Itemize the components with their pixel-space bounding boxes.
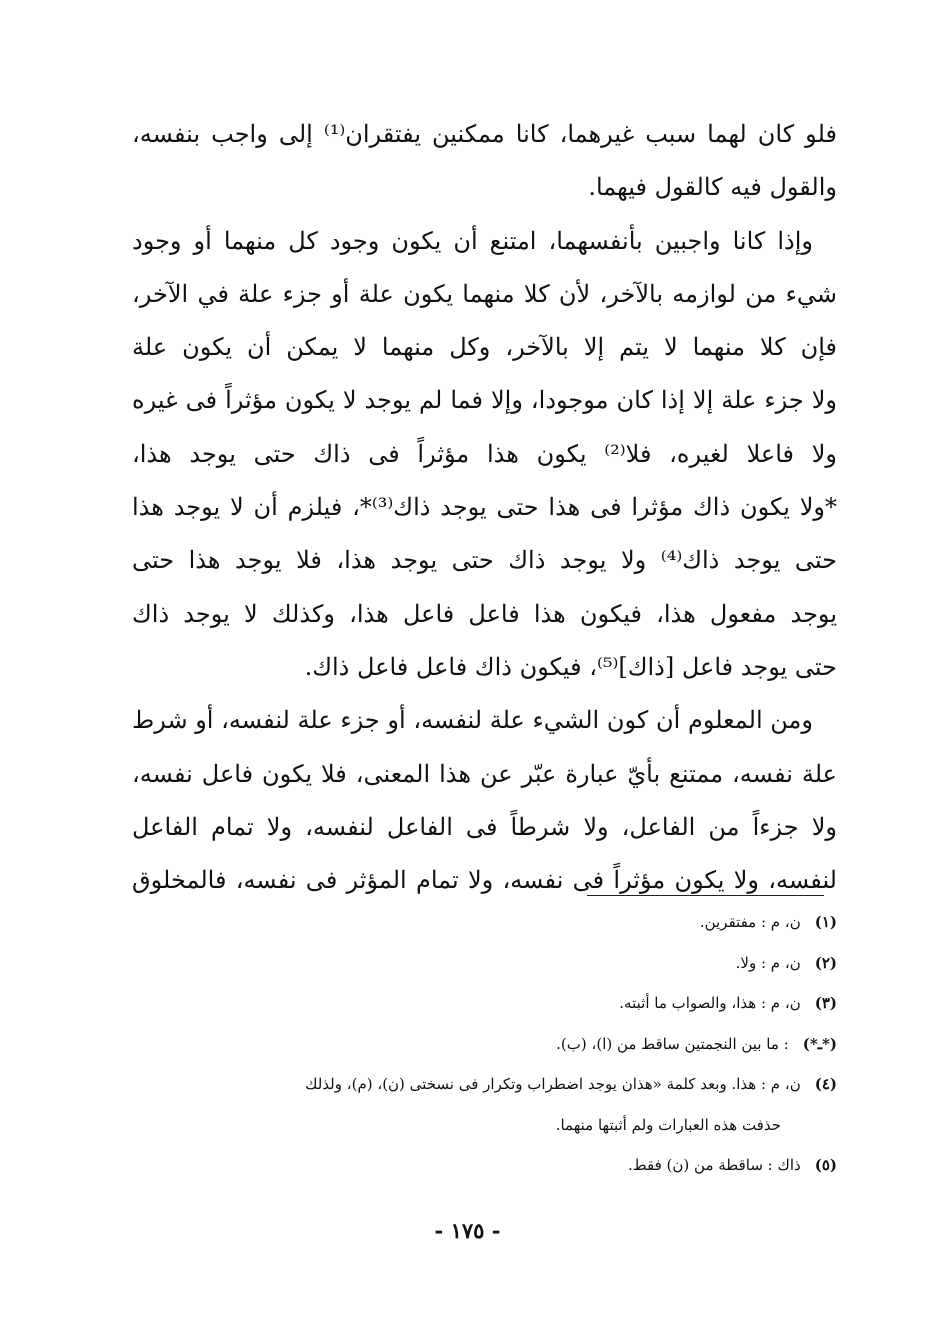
footnote-number: (٢) xyxy=(814,953,837,972)
text-line: ولا جزء علة إلا إذا كان موجودا، وإلا فما لم يوجد لا يكون مؤثراً فى غيره xyxy=(132,386,837,415)
text-line: يوجد مفعول هذا، فيكون هذا فاعل فاعل هذا، وكذلك لا يوجد ذاك xyxy=(132,599,837,628)
footnote-text: ن، م : مفتقرين. xyxy=(699,913,801,931)
footnote-text: ن، م : ولا. xyxy=(735,953,801,972)
text-line: فإن كلا منهما لا يتم إلا بالآخر، وكل منهما لا يمكن أن يكون علة xyxy=(132,333,837,362)
footnote-divider xyxy=(587,895,824,896)
footnote xyxy=(132,1145,837,1186)
text-line: *ولا يكون ذاك مؤثرا فى هذا حتى يوجد ذاك⁽³⁾*، فيلزم أن لا يوجد هذا xyxy=(132,493,837,522)
main-text xyxy=(132,108,837,907)
footnote xyxy=(132,943,837,984)
text-line: فلو كان لهما سبب غيرهما، كانا ممكنين يفتقران⁽¹⁾ إلى واجب بنفسه، xyxy=(132,120,837,148)
footnote-text: : ما بين النجمتين ساقط من (ا)، (ب). xyxy=(556,1034,789,1053)
text-line: ولا جزءاً من الفاعل، ولا شرطاً فى الفاعل لنفسه، ولا تمام الفاعل xyxy=(132,812,837,841)
footnote-number: (١) xyxy=(814,913,837,931)
text-line: علة نفسه، ممتنع بأيّ عبارة عبّر عن هذا المعنى، فلا يكون فاعل نفسه، xyxy=(132,759,837,788)
footnote-text: ن، م : هذا، والصواب ما أثبته. xyxy=(619,994,801,1012)
footnote xyxy=(132,983,837,1024)
text-line: حتى يوجد ذاك⁽⁴⁾ ولا يوجد ذاك حتى يوجد هذا، فلا يوجد هذا حتى xyxy=(132,546,837,575)
text-line: لنفسه، ولا يكون مؤثراً فى نفسه، ولا تمام المؤثر فى نفسه، فالمخلوق xyxy=(132,866,837,895)
footnote xyxy=(132,1064,837,1105)
text-line: وإذا كانا واجبين بأنفسهما، امتنع أن يكون وجود كل منهما أو وجود xyxy=(132,226,813,255)
footnote-continuation xyxy=(132,1105,837,1146)
footnote-number: (٣) xyxy=(814,994,837,1012)
text-line: ومن المعلوم أن كون الشيء علة لنفسه، أو جزء علة لنفسه، أو شرط xyxy=(132,706,813,735)
footnote-number: (٥) xyxy=(814,1156,837,1174)
footnote-text: ذاك : ساقطة من (ن) فقط. xyxy=(628,1156,801,1174)
footnote-text: ن، م : هذا. وبعد كلمة «هذان يوجد اضطراب وتكرار فى نسختى (ن)، (م)، ولذلك xyxy=(305,1075,801,1093)
page-number: - ١٧٥ - xyxy=(434,1218,501,1243)
text-line: حتى يوجد فاعل [ذاك]⁽⁵⁾، فيكون ذاك فاعل فاعل ذاك. xyxy=(304,652,837,681)
footnote-text: حذفت هذه العبارات ولم أثبتها منهما. xyxy=(555,1115,781,1134)
footnotes xyxy=(132,902,837,1186)
footnote xyxy=(132,1024,837,1065)
text-line: شيء من لوازمه بالآخر، لأن كلا منهما يكون علة أو جزء علة في الآخر، xyxy=(132,279,837,308)
footnote xyxy=(132,902,837,943)
text-line: والقول فيه كالقول فيهما. xyxy=(588,173,837,202)
text-line: ولا فاعلا لغيره، فلا⁽²⁾ يكون هذا مؤثراً فى ذاك حتى يوجد هذا، xyxy=(132,439,837,468)
footnote-number: (*ـ*) xyxy=(802,1034,837,1053)
footnote-number: (٤) xyxy=(814,1075,837,1093)
